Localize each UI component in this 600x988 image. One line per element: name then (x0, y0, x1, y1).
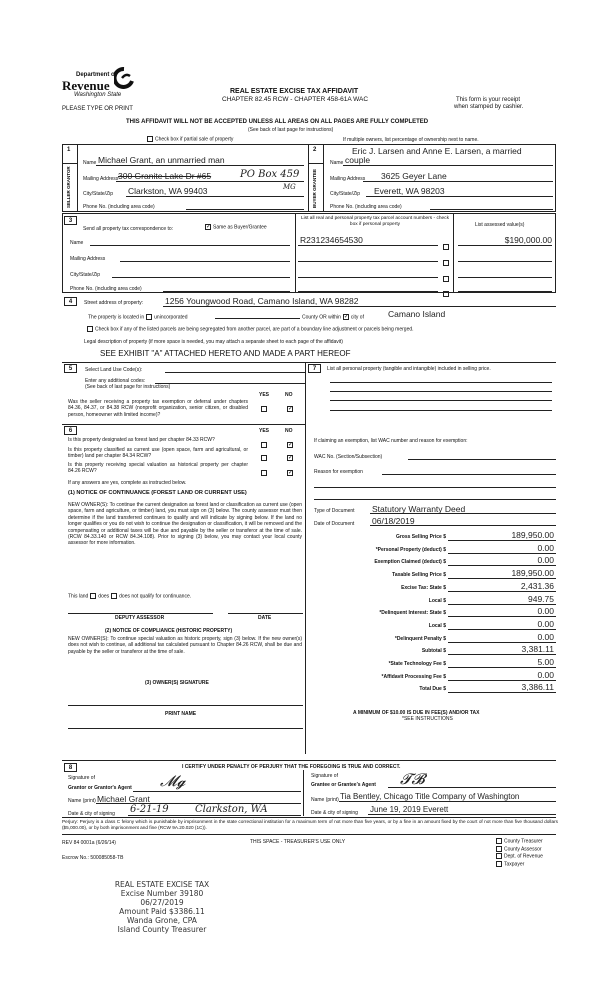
amount-value[interactable]: 3,381.11 (521, 644, 554, 655)
exemption-label: If claiming an exemption, list WAC number and reason for exemption: (314, 438, 468, 444)
grantor-city[interactable]: Clarkston, WA (195, 804, 268, 815)
corr-addr-label: Mailing Address (70, 256, 106, 262)
corr-city-label: City/State/Zip (70, 272, 101, 278)
stamp-county: Island County Treasurer (117, 925, 207, 934)
grantee-name[interactable]: Tia Bentley, Chicago Title Company of Washington (340, 792, 520, 801)
corr-name-label: Name (70, 240, 84, 246)
seller-name-label: Name (83, 160, 97, 166)
amount-underline (448, 553, 556, 554)
personal-property-checkbox[interactable] (443, 291, 449, 297)
partial-sale-label: Check box if partial sale of property (155, 136, 234, 143)
deputy-assessor-label: DEPUTY ASSESSOR (115, 615, 165, 621)
logo-department: Department of (76, 72, 117, 78)
yes-header: YES (259, 428, 270, 434)
city-of-label: city of (350, 314, 364, 321)
grantee-sig-of: Signature of (311, 773, 338, 779)
unincorporated-label: unincorporated (154, 314, 188, 321)
land-use-see-back: (See back of last page for instructions) (85, 384, 171, 390)
section-2-num: 2 (313, 147, 317, 153)
stamp-amount: Amount Paid $3386.11 (119, 907, 205, 916)
treasurer-use-only: THIS SPACE - TREASURER'S USE ONLY (250, 839, 346, 845)
stamp-line: REAL ESTATE EXCISE TAX (114, 880, 210, 889)
amount-value[interactable]: 0.00 (537, 555, 554, 566)
located-label: The property is located in (88, 314, 145, 321)
section-7-num: 7 (308, 364, 321, 373)
personal-property-checkbox[interactable] (443, 260, 449, 266)
buyer-addr-label: Mailing Address (330, 176, 366, 182)
yes-header: YES (259, 392, 270, 398)
land-label: This land (68, 593, 89, 600)
property-street[interactable]: 1256 Youngwood Road, Camano Island, WA 98282 (165, 296, 359, 306)
notice-continuance-title: (1) NOTICE OF CONTINUANCE (FOREST LAND OR CURRENT USE) (68, 490, 247, 496)
stamp-excise-number: Excise Number 39180 (120, 889, 204, 898)
amount-label: *Delinquent Interest: State $ (379, 610, 446, 617)
exemption-question: Was the seller receiving a property tax exemption or deferral under chapters 84.36, 84.37, or 84.38 RCW (nonprofit organization, senior citizen, or disabled person, homeowner with limited income)? (68, 399, 248, 418)
amount-label: Total Due $ (419, 686, 446, 693)
amount-underline (448, 629, 556, 630)
stamp-treasurer: Wanda Grone, CPA (127, 916, 197, 925)
see-back: (See back of last page for instructions) (248, 127, 334, 133)
form-revision: REV 84 0001a (6/26/14) (62, 840, 116, 846)
amount-value[interactable]: 0.00 (537, 631, 554, 642)
amount-value[interactable]: 2,431.36 (520, 580, 554, 591)
amount-underline (448, 692, 556, 693)
current-use-question: Is this property classified as current use (open space, farm and agricultural, or timber) land per chapter 84.34 RCW? (68, 447, 248, 460)
city-checkbox[interactable]: ✓ (343, 314, 349, 320)
copy-label: Dept. of Revenue (504, 853, 543, 860)
seller-addr-struck[interactable]: 300 Granite Lake Dr #65 (118, 171, 212, 181)
receipt-note-1: This form is your receipt (456, 97, 521, 103)
amount-underline (448, 540, 556, 541)
amount-underline (448, 616, 556, 617)
copy-checkbox (496, 846, 502, 852)
amount-label: Exemption Claimed (deduct) $ (374, 559, 446, 566)
receipt-note-2: when stamped by cashier. (454, 104, 524, 110)
legal-description[interactable]: SEE EXHIBIT "A" ATTACHED HERETO AND MADE A PART HEREOF (100, 349, 351, 358)
doc-type[interactable]: Statutory Warranty Deed (372, 504, 466, 514)
seller-phone-label: Phone No. (including area code) (83, 204, 155, 210)
please-type: PLEASE TYPE OR PRINT (62, 106, 133, 112)
seller-city-label: City/State/Zip (83, 191, 114, 197)
form-title: REAL ESTATE EXCISE TAX AFFIDAVIT (230, 88, 359, 95)
corr-phone-label: Phone No. (including area code) (70, 286, 142, 292)
amount-value[interactable]: 949.75 (528, 593, 554, 604)
if-yes-note: If any answers are yes, complete as instructed below. (68, 480, 187, 486)
section-6-num: 6 (64, 426, 77, 435)
doc-type-label: Type of Document (314, 508, 355, 514)
amount-value[interactable]: 189,950.00 (511, 568, 554, 579)
seller-initials: MG (283, 183, 296, 191)
amount-value[interactable]: 5.00 (537, 657, 554, 667)
historic-yes-checkbox[interactable] (261, 470, 267, 476)
form-chapter: CHAPTER 82.45 RCW - CHAPTER 458-61A WAC (222, 96, 369, 103)
amount-label: Local $ (428, 622, 446, 629)
amount-underline (448, 642, 556, 643)
street-label: Street address of property: (84, 300, 144, 306)
see-instructions: *SEE INSTRUCTIONS (402, 716, 453, 722)
parcel-header: List all real and personal property tax parcel account numbers - check box if personal property (301, 216, 449, 227)
does-qualify-checkbox[interactable] (90, 593, 96, 599)
section-8-num: 8 (64, 763, 77, 772)
amount-underline (448, 680, 556, 681)
print-name-label: PRINT NAME (165, 711, 197, 717)
buyer-side-label: BUYER GRANTEE (312, 168, 317, 208)
multiple-owners-note: If multiple owners, list percentage of ownership next to name. (343, 137, 479, 143)
copy-checkbox (496, 853, 502, 859)
amount-label: Excise Tax: State $ (401, 584, 446, 591)
certify-statement: I CERTIFY UNDER PENALTY OF PERJURY THAT THE FOREGOING IS TRUE AND CORRECT. (182, 764, 401, 770)
send-correspondence-label: Send all property tax correspondence to: (83, 226, 174, 232)
does-not-qualify-checkbox[interactable] (111, 593, 117, 599)
seller-addr-label: Mailing Address (83, 176, 119, 182)
amount-value[interactable]: 0.00 (537, 669, 554, 680)
buyer-addr[interactable]: 3625 Geyer Lane (381, 171, 447, 181)
county-label: County OR within (302, 314, 341, 321)
treasurer-stamp (92, 880, 232, 934)
grantee-name-label: Name (print) (311, 797, 339, 803)
revenue-logo-icon (114, 67, 134, 89)
amount-underline (448, 565, 556, 566)
logo-state: Washington State (74, 92, 122, 98)
amount-label: Subtotal $ (421, 648, 446, 655)
does-not-label: does not qualify for continuance. (119, 593, 192, 600)
grantor-signature[interactable]: 𝓜𝓰 (160, 772, 186, 790)
grantee-date[interactable]: June 19, 2019 Everett (370, 805, 449, 814)
amount-label: Gross Selling Price $ (395, 534, 446, 540)
copy-checkbox (496, 861, 502, 867)
logo-revenue: Revenue (62, 78, 110, 93)
doc-date[interactable]: 06/18/2019 (372, 516, 415, 526)
forest-yes-checkbox[interactable] (261, 442, 267, 448)
property-city[interactable]: Camano Island (388, 309, 446, 319)
personal-property-label: List all personal property (tangible and intangible) included in selling price. (327, 366, 491, 372)
forest-no-checkbox[interactable]: ✓ (288, 441, 294, 448)
amount-underline (448, 654, 556, 655)
warning: THIS AFFIDAVIT WILL NOT BE ACCEPTED UNLESS ALL AREAS ON ALL PAGES ARE FULLY COMPLETED (126, 119, 429, 125)
amount-label: *Affidavit Processing Fee $ (381, 673, 446, 680)
personal-property-checkbox[interactable] (443, 244, 449, 250)
notice-compliance-title: (2) NOTICE OF COMPLIANCE (HISTORIC PROPERTY) (105, 628, 233, 634)
amount-underline (448, 578, 556, 579)
wac-label: WAC No. (Section/Subsection) (314, 454, 383, 460)
unincorporated-checkbox[interactable] (146, 314, 152, 320)
exempt-yes-checkbox[interactable] (261, 406, 267, 412)
grantor-name[interactable]: Michael Grant (97, 794, 150, 804)
amount-value[interactable]: 3,386.11 (521, 682, 554, 693)
does-label: does (98, 593, 110, 600)
amount-label: *Personal Property (deduct) $ (375, 546, 446, 553)
grantor-sig-of: Signature of (68, 775, 95, 781)
copy-label: County Treasurer (504, 838, 543, 845)
notice-compliance-text: NEW OWNER(S): To continue special valuation as historic property, sign (3) below. If the new owner(s) does not wish to continue, all additional tax calculated pursuant to Chapter 84.26 RCW, shall be due and payable by the seller or transferor at the time of sale. (68, 636, 302, 655)
amount-value[interactable]: 0.00 (537, 606, 554, 617)
partial-sale-checkbox[interactable] (145, 136, 233, 142)
buyer-name-1[interactable]: Eric J. Larsen and Anne E. Larsen, a married (352, 146, 522, 156)
no-header: NO (285, 428, 293, 434)
additional-codes-label: Enter any additional codes: (85, 378, 146, 384)
owner-signature-label: (3) OWNER(S) SIGNATURE (145, 680, 209, 686)
amount-label: Local $ (428, 597, 446, 604)
parcel-number[interactable]: R231234654530 (300, 235, 363, 245)
personal-property-checkbox[interactable] (443, 276, 449, 282)
escrow-number: Escrow No.: 500085058-TB (62, 855, 124, 861)
amount-underline (448, 667, 556, 668)
segregated-label: Check box if any of the listed parcels are being segregated from another parcel, are part of a boundary line adjustment or parcels being merged. (95, 326, 414, 333)
historic-question: Is this property receiving special valuation as historical property per chapter 84.26 RCW? (68, 462, 248, 475)
historic-no-checkbox[interactable]: ✓ (288, 469, 294, 476)
doc-date-label: Date of Document (314, 521, 355, 527)
minimum-note: A MINIMUM OF $10.00 IS DUE IN FEE(S) AND/OR TAX (353, 710, 480, 716)
seller-name[interactable]: Michael Grant, an unmarried man (98, 155, 225, 165)
buyer-city-label: City/State/Zip (330, 191, 361, 197)
section-5-num: 5 (64, 364, 77, 373)
copy-distribution (494, 838, 543, 869)
land-use-label: Select Land Use Code(s): (85, 367, 143, 373)
buyer-phone-label: Phone No. (including area code) (330, 204, 402, 210)
exempt-no-checkbox[interactable]: ✓ (288, 405, 294, 412)
grantee-agent-label: Grantee or Grantee's Agent (311, 782, 376, 788)
notice-continuance-text: NEW OWNER(S): To continue the current designation as forest land or classification as current use (open space, farm and agriculture, or timber) land, you must sign on (3) below. The county assessor must then determine if the land transferred continues to qualify and will indicate by signing below. If the land no longer qualifies or you do not wish to continue the designation or classification, it will be removed and the compensating or additional taxes will be due and payable by the seller or transferor at the time of sale. (RCW 84.33.140 or RCW 84.34.108). Prior to signing (3) below, you may contact your local county assessor for more information. (68, 502, 302, 547)
amount-value[interactable]: 189,950.00 (511, 530, 554, 540)
section-3-num: 3 (64, 216, 77, 225)
copy-checkbox (496, 838, 502, 844)
buyer-city[interactable]: Everett, WA 98203 (374, 186, 445, 196)
grantee-date-label: Date & city of signing (311, 810, 358, 816)
current-yes-checkbox[interactable] (261, 455, 267, 461)
amount-value[interactable]: 0.00 (537, 618, 554, 629)
forest-question: Is this property designated as forest land per chapter 84.33 RCW? (68, 437, 215, 443)
amount-label: Taxable Selling Price $ (392, 572, 446, 579)
grantor-date[interactable]: 6-21-19 (130, 804, 169, 815)
grantor-agent-label: Grantor or Grantor's Agent (68, 785, 132, 791)
date-label: DATE (258, 615, 272, 621)
seller-side-label: SELLER GRANTOR (66, 166, 71, 208)
grantee-signature[interactable]: 𝓣𝓑 (400, 770, 425, 788)
amount-underline (448, 591, 556, 592)
amount-label: *Delinquent Penalty $ (394, 635, 446, 642)
assessed-value[interactable]: $190,000.00 (504, 235, 552, 245)
amount-value[interactable]: 0.00 (537, 542, 554, 553)
legal-label: Legal description of property (if more space is needed, you may attach a separate sheet to each page of the affidavit) (84, 339, 343, 345)
seller-city[interactable]: Clarkston, WA 99403 (128, 186, 208, 196)
section-4-num: 4 (64, 297, 77, 306)
assessed-header: List assessed value(s) (475, 222, 525, 228)
amount-underline (448, 604, 556, 605)
copy-label: County Assessor (504, 845, 542, 852)
same-as-buyer-checkbox[interactable]: ✓ Same as Buyer/Grantee (206, 224, 267, 231)
grantor-date-label: Date & city of signing (68, 811, 115, 817)
perjury-notice: Perjury: Perjury is a class C felony which is punishable by imprisonment in the state correctional institution for a maximum term of not more than five years, or by a fine in an amount fixed by the court of not more than five thousand dollars ($5,000.00), or by both imprisonment and fine (RCW 9A.20.020 (1C)). (62, 819, 558, 830)
copy-label: Taxpayer (504, 861, 525, 868)
segregated-checkbox[interactable] (87, 326, 93, 332)
reason-label: Reason for exemption (314, 469, 363, 475)
buyer-name-2[interactable]: couple (345, 155, 371, 165)
buyer-name-label: Name (330, 160, 344, 166)
section-1-num: 1 (67, 147, 71, 153)
grantor-name-label: Name (print) (68, 798, 96, 804)
stamp-date: 06/27/2019 (140, 898, 184, 907)
seller-addr-handwritten: PO Box 459 (240, 169, 300, 180)
amount-label: *State Technology Fee $ (388, 661, 446, 667)
no-header: NO (285, 392, 293, 398)
current-no-checkbox[interactable]: ✓ (288, 454, 294, 461)
